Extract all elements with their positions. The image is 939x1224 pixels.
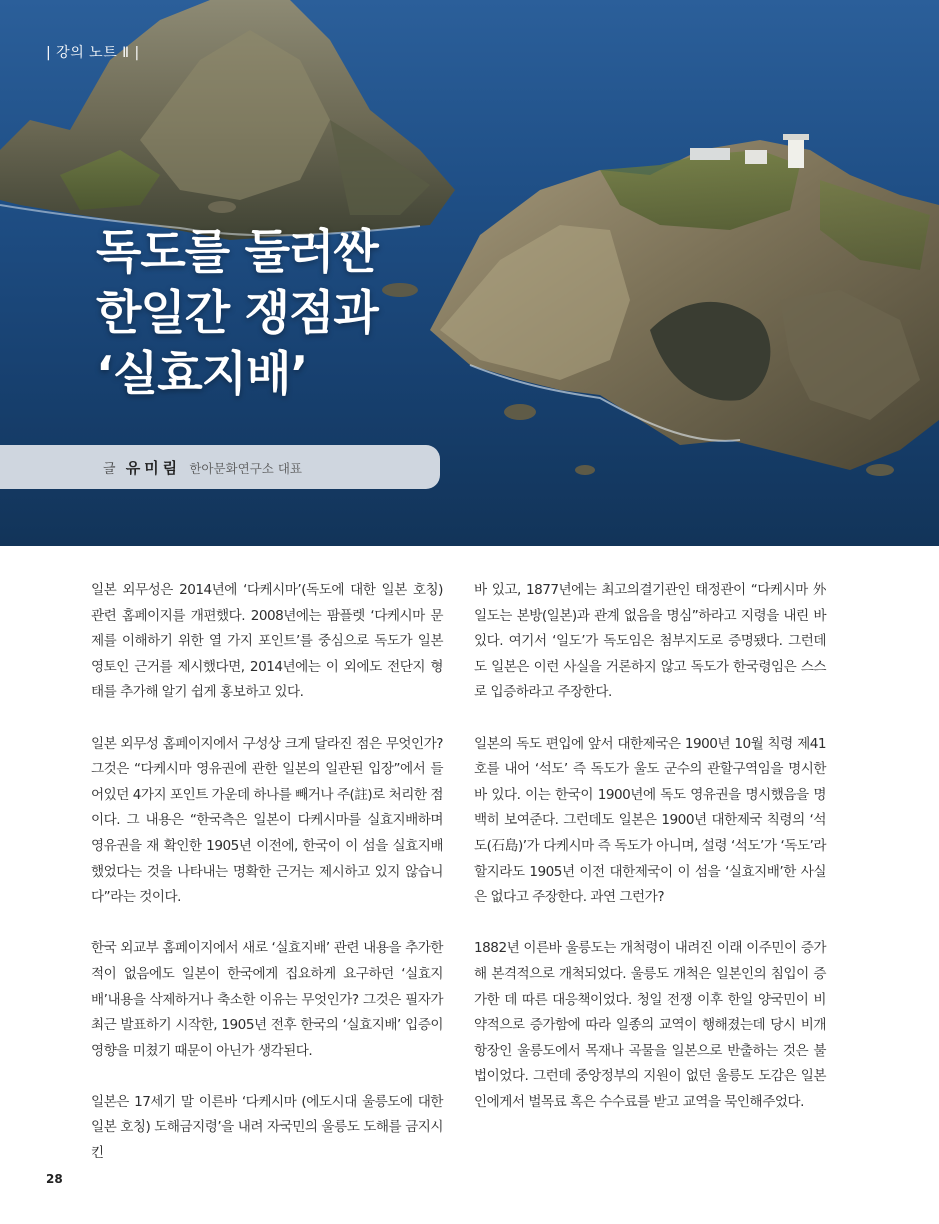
paragraph: 한국 외교부 홈페이지에서 새로 ‘실효지배’ 관련 내용을 추가한 적이 없음에도 일본이 한국에게 집요하게 요구하던 ‘실효지배’내용을 삭제하거나 축소한 이유는 무엇인가? 그것은 필자가 최근 발표하기 시작한, 1905년 전후 한국의 ‘실효지배’ 입증이 영향을 미쳤기 때문이 아닌가 생각된다. [91, 940, 443, 1059]
paragraph: 바 있고, 1877년에는 최고의결기관인 태정관이 “다케시마 外 일도는 본방(일본)과 관계 없음을 명심”하라고 지령을 내린 바 있다. 여기서 ‘일도’가 독도임은 첨부지도로 증명됐다. 그런데도 일본은 이런 사실을 거론하지 않고 독도가 한국령임은 스스로 입증하라고 주장한다. [474, 582, 826, 701]
hero-photo [0, 0, 939, 546]
byline [103, 457, 302, 478]
title-line: ‘실효지배’ [96, 347, 308, 402]
body-column-left [91, 578, 443, 1192]
title-line: 한일간 쟁점과 [96, 286, 378, 341]
paragraph: 1882년 이른바 울릉도는 개척령이 내려진 이래 이주민이 증가해 본격적으로 개척되었다. 울릉도 개척은 일본인의 침입이 증가한 데 따른 대응책이었다. 청일 전쟁 이후 한일 양국민이 비약적으로 증가함에 따라 일종의 교역이 행해졌는데 당시 비개항장인 울릉도에서 목재나 곡물을 일본으로 반출하는 것은 불법이었다. 그런데 중앙정부의 지원이 없던 울릉도 도감은 일본인에게서 벌목료 혹은 수수료를 받고 교역을 묵인해주었다. [474, 940, 826, 1110]
paragraph: 일본은 17세기 말 이른바 ‘다케시마 (에도시대 울릉도에 대한 일본 호칭) 도해금지령’을 내려 자국민의 울릉도 도해를 금지시킨 [91, 1093, 443, 1162]
title-line: 독도를 둘러싼 [96, 225, 378, 280]
paragraph: 일본의 독도 편입에 앞서 대한제국은 1900년 10월 칙령 제41호를 내어 ‘석도’ 즉 독도가 울도 군수의 관할구역임을 명시한 바 있다. 이는 한국이 1900년에 독도 영유권을 명시했음을 명백히 보여준다. 그런데도 일본은 1900년 대한제국 칙령의 ‘석도(石島)’가 다케시마 즉 독도가 아니며, 설령 ‘석도’가 ‘독도’라 할지라도 1905년 이전 대한제국이 이 섬을 ‘실효지배’한 사실은 없다고 주장한다. 과연 그런가? [474, 735, 826, 906]
body-column-right [474, 578, 826, 1141]
paragraph: 일본 외무성 홈페이지에서 구성상 크게 달라진 점은 무엇인가? 그것은 “다케시마 영유권에 관한 일본의 일관된 입장”에서 들어있던 4가지 포인트 가운데 하나를 빼거나 주(註)로 처리한 점이다. 그 내용은 “한국측은 일본이 다케시마를 실효지배하며 영유권을 재 확인한 1905년 이전에, 한국이 이 섬을 실효지배했었다는 것을 나타내는 명확한 근거는 제시하고 있지 않습니다”라는 것이다. [91, 735, 443, 906]
author-affiliation: 한아문화연구소 대표 [189, 461, 302, 476]
section-tag: | 강의 노트 Ⅱ | [46, 45, 140, 61]
byline-bar [0, 445, 440, 489]
page-number: 28 [46, 1172, 63, 1186]
paragraph: 일본 외무성은 2014년에 ‘다케시마’(독도에 대한 일본 호칭) 관련 홈페이지를 개편했다. 2008년에는 팜플렛 ‘다케시마 문제를 이해하기 위한 열 가지 포인트’를 중심으로 독도가 일본 영토인 근거를 제시했다면, 2014년에는 이 외에도 전단지 형태를 추가해 알기 쉽게 홍보하고 있다. [91, 582, 443, 701]
author-name: 유미림 [125, 459, 182, 477]
article-title [96, 222, 456, 405]
byline-prefix: 글 [103, 462, 116, 477]
